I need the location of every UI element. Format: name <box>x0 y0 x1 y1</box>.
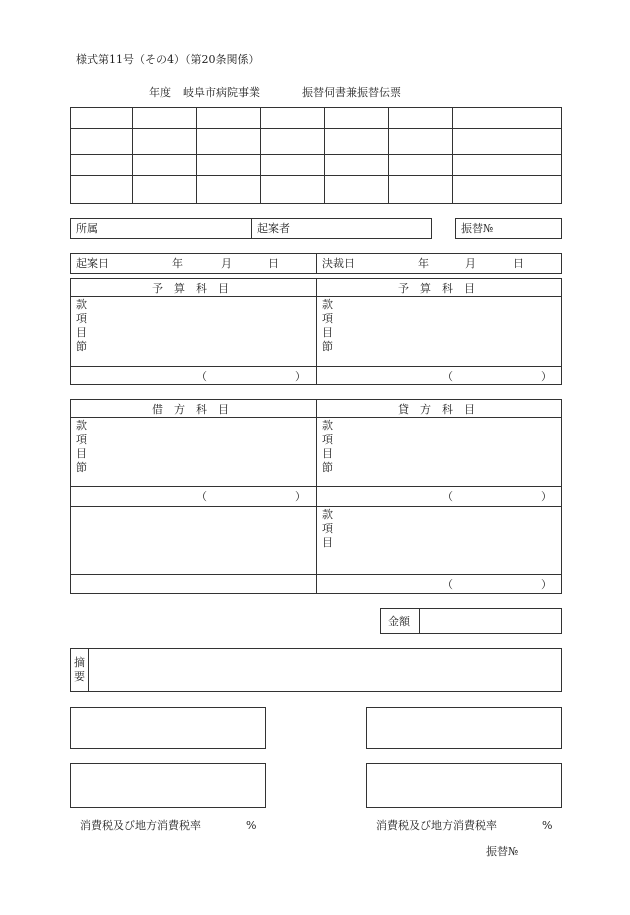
level-moku: 目 <box>322 536 333 549</box>
draft-date-label: 起案日 <box>76 257 109 270</box>
right-tax-rate-label: 消費税及び地方消費税率 <box>376 819 497 832</box>
budget-right-title: 予算科目 <box>398 282 486 295</box>
credit-levels[interactable] <box>322 419 333 475</box>
summary-label-char-1: 摘 <box>74 656 85 669</box>
left-tax-rate-label: 消費税及び地方消費税率 <box>80 819 201 832</box>
drafter-label: 起案者 <box>257 222 290 235</box>
debit-title: 借方科目 <box>152 403 240 416</box>
debit-paren-close: ） <box>295 490 306 503</box>
level-moku: 目 <box>322 326 333 339</box>
budget-left-paren-open: （ <box>196 370 207 383</box>
footer-transfer-no: 振替№ <box>486 845 519 858</box>
level-kan: 款 <box>322 508 333 521</box>
level-setsu: 節 <box>76 340 87 353</box>
draft-year-label: 年 <box>172 257 183 270</box>
right-percent: % <box>542 819 553 832</box>
summary-field[interactable] <box>70 648 562 692</box>
level-setsu: 節 <box>322 340 333 353</box>
budget-left-levels[interactable] <box>76 298 87 354</box>
level-kan: 款 <box>76 298 87 311</box>
decision-year-label: 年 <box>418 257 429 270</box>
budget-left-title: 予算科目 <box>152 282 240 295</box>
budget-right-paren-close: ） <box>541 370 552 383</box>
budget-right-paren-open: （ <box>442 370 453 383</box>
level-kou: 項 <box>322 522 333 535</box>
debit-paren-open: （ <box>196 490 207 503</box>
level-setsu: 節 <box>322 461 333 474</box>
credit-secondary-levels[interactable] <box>322 508 333 550</box>
right-upper-box[interactable] <box>366 707 562 749</box>
left-upper-box[interactable] <box>70 707 266 749</box>
left-lower-box[interactable] <box>70 763 266 808</box>
level-kou: 項 <box>322 312 333 325</box>
decision-month-label: 月 <box>465 257 476 270</box>
credit-secondary-paren-close: ） <box>541 578 552 591</box>
credit-paren-open: （ <box>442 490 453 503</box>
level-moku: 目 <box>76 326 87 339</box>
left-percent: % <box>246 819 257 832</box>
form-number: 様式第11号（その4）（第20条関係） <box>76 53 260 66</box>
level-kou: 項 <box>76 433 87 446</box>
department-label: 所属 <box>76 222 98 235</box>
credit-title: 貸方科目 <box>398 403 486 416</box>
amount-label: 金額 <box>388 615 410 628</box>
transfer-no-label: 振替№ <box>461 222 494 235</box>
credit-secondary-paren-open: （ <box>442 578 453 591</box>
level-kan: 款 <box>76 419 87 432</box>
level-moku: 目 <box>76 447 87 460</box>
right-lower-box[interactable] <box>366 763 562 808</box>
credit-paren-close: ） <box>541 490 552 503</box>
budget-left-paren-close: ） <box>295 370 306 383</box>
level-kou: 項 <box>76 312 87 325</box>
summary-label <box>74 656 85 684</box>
form-title: 振替伺書兼振替伝票 <box>302 86 401 99</box>
draft-month-label: 月 <box>221 257 232 270</box>
debit-levels[interactable] <box>76 419 87 475</box>
summary-label-char-2: 要 <box>74 670 85 683</box>
decision-day-label: 日 <box>513 257 524 270</box>
org-name: 岐阜市病院事業 <box>183 86 260 99</box>
level-kan: 款 <box>322 419 333 432</box>
decision-date-label: 決裁日 <box>322 257 355 270</box>
level-kou: 項 <box>322 433 333 446</box>
fiscal-year-label: 年度 <box>149 86 171 99</box>
draft-day-label: 日 <box>268 257 279 270</box>
level-setsu: 節 <box>76 461 87 474</box>
level-moku: 目 <box>322 447 333 460</box>
level-kan: 款 <box>322 298 333 311</box>
budget-right-levels[interactable] <box>322 298 333 354</box>
